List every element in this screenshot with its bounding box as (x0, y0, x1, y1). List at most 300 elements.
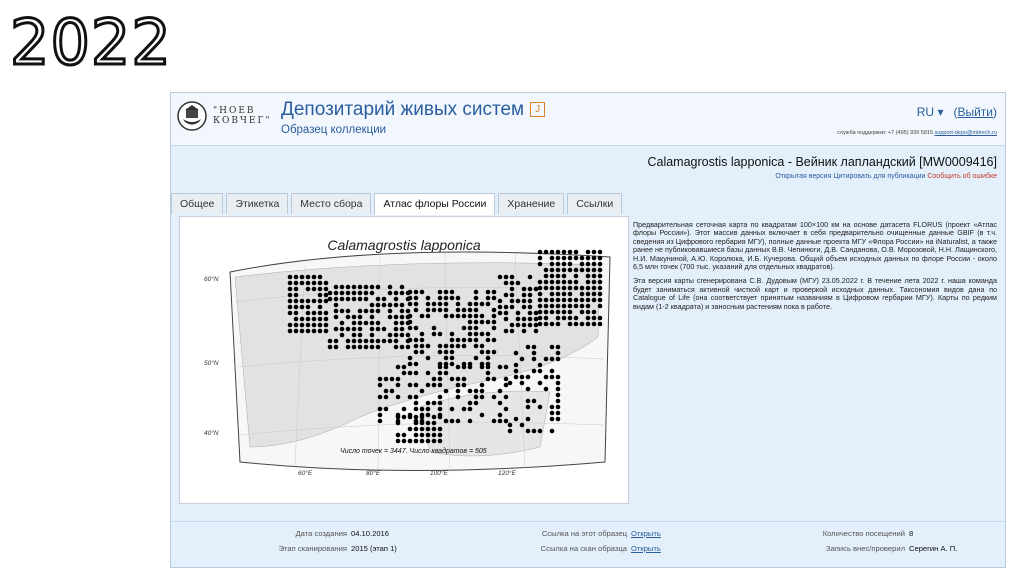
lon-label-100: 100°E (430, 470, 448, 477)
occurrence-dot (294, 323, 299, 328)
logo-text (213, 106, 272, 126)
occurrence-dot (324, 323, 329, 328)
occurrence-dot (474, 344, 479, 349)
occurrence-dot (532, 345, 537, 350)
occurrence-dot (568, 298, 573, 303)
description-paragraph-1: Предварительная сеточная карта по квадратам 100×100 км на основе датасета FLORUS (проект «Атлас флоры России»). Этот массив данных включает в себя предварительно очищенные данные GBIF (в т.ч. сведения из Цифрового гербария МГУ), полные данные проекта МГУ «Флора России» на iNaturalist, а также ранее не публиковавшиеся базы данных В.В. Чепинюги, Д.В. Санданова, О.В. Морозовой, Н.Н. Лащинского, Н.И. Макуниной, А.Ю. Королюка, И.Б. Кучерова. Общий объем исходных данных по флоре России - около 6,5 млн точек (700 тыс. указаний для отдельных квадратов). (633, 220, 997, 272)
occurrence-dot (426, 314, 431, 319)
occurrence-dot (562, 262, 567, 267)
occurrence-dot (408, 371, 413, 376)
occurrence-dot (288, 293, 293, 298)
language-selector[interactable]: RU ▾ (916, 105, 944, 119)
occurrence-dot (510, 299, 515, 304)
occurrence-dot (516, 317, 521, 322)
occurrence-dot (432, 401, 437, 406)
occurrence-dot (288, 299, 293, 304)
occurrence-dot (384, 407, 389, 412)
occurrence-dot (586, 298, 591, 303)
occurrence-dot (504, 275, 509, 280)
specimen-title: Calamagrostis lapponica - Вейник лапландский [MW0009416] (647, 155, 997, 169)
occurrence-dot (328, 345, 333, 350)
lon-label-80: 80°E (366, 470, 381, 477)
occurrence-dot (408, 395, 413, 400)
occurrence-dot (432, 427, 437, 432)
occurrence-dot (544, 387, 549, 392)
occurrence-dot (544, 280, 549, 285)
occurrence-dot (450, 290, 455, 295)
occurrence-dot (318, 275, 323, 280)
occurrence-dot (456, 338, 461, 343)
occurrence-dot (334, 339, 339, 344)
occurrence-dot (438, 308, 443, 313)
occurrence-dot (294, 329, 299, 334)
occurrence-dot (414, 439, 419, 444)
occurrence-dot (562, 250, 567, 255)
tab-label[interactable]: Этикетка (226, 193, 288, 214)
occurrence-dot (538, 322, 543, 327)
occurrence-dot (520, 381, 525, 386)
occurrence-dot (426, 371, 431, 376)
occurrence-dot (370, 345, 375, 350)
occurrence-dot (544, 304, 549, 309)
occurrence-dot (562, 268, 567, 273)
occurrence-dot (408, 427, 413, 432)
occurrence-dot (498, 311, 503, 316)
occurrence-dot (514, 417, 519, 422)
occurrence-dot (526, 345, 531, 350)
occurrence-dot (586, 286, 591, 291)
occurrence-dot (562, 310, 567, 315)
occurrence-dot (370, 339, 375, 344)
occurrence-dot (414, 427, 419, 432)
occurrence-dot (510, 275, 515, 280)
occurrence-dot (562, 280, 567, 285)
occurrence-dot (396, 415, 401, 420)
occurrence-dot (370, 303, 375, 308)
visits-row (771, 529, 913, 538)
occurrence-dot (300, 281, 305, 286)
j-badge-icon: J (530, 102, 545, 117)
occurrence-dot (294, 275, 299, 280)
occurrence-dot (586, 304, 591, 309)
occurrence-dot (414, 350, 419, 355)
occurrence-dot (358, 309, 363, 314)
occurrence-dot (346, 345, 351, 350)
occurrence-dot (556, 262, 561, 267)
occurrence-dot (538, 429, 543, 434)
occurrence-dot (324, 329, 329, 334)
occurrence-dot (474, 314, 479, 319)
map-title: Calamagrostis lapponica (327, 237, 481, 253)
occurrence-dot (324, 317, 329, 322)
occurrence-dot (450, 344, 455, 349)
occurrence-dot (444, 314, 449, 319)
occurrence-dot (562, 304, 567, 309)
open-specimen-link[interactable]: Открыть (631, 529, 661, 538)
occurrence-dot (592, 268, 597, 273)
occurrence-dot (474, 308, 479, 313)
occurrence-dot (432, 326, 437, 331)
occurrence-dot (378, 383, 383, 388)
report-error-link[interactable]: Сообщить об ошибке (927, 173, 997, 180)
occurrence-dot (480, 395, 485, 400)
tab-links[interactable]: Ссылки (567, 193, 622, 214)
occurrence-dot (438, 439, 443, 444)
occurrence-dot (390, 377, 395, 382)
occurrence-dot (340, 327, 345, 332)
occurrence-dot (396, 365, 401, 370)
occurrence-dot (382, 297, 387, 302)
occurrence-dot (556, 298, 561, 303)
occurrence-dot (432, 332, 437, 337)
occurrence-dot (462, 383, 467, 388)
occurrence-dot (468, 314, 473, 319)
occurrence-dot (312, 299, 317, 304)
occurrence-dot (504, 281, 509, 286)
occurrence-dot (376, 345, 381, 350)
occurrence-dot (450, 314, 455, 319)
occurrence-dot (550, 298, 555, 303)
occurrence-dot (526, 417, 531, 422)
occurrence-dot (388, 309, 393, 314)
occurrence-dot (376, 327, 381, 332)
occurrence-dot (462, 377, 467, 382)
occurrence-dot (352, 327, 357, 332)
occurrence-dot (358, 327, 363, 332)
occurrence-dot (480, 302, 485, 307)
occurrence-dot (480, 365, 485, 370)
occurrence-dot (550, 369, 555, 374)
occurrence-dot (528, 287, 533, 292)
occurrence-dot (474, 332, 479, 337)
occurrence-dot (414, 326, 419, 331)
ark-logo-icon (177, 101, 207, 131)
lon-label-120: 120°E (498, 470, 516, 477)
occurrence-dot (468, 365, 473, 370)
occurrence-dot (522, 317, 527, 322)
occurrence-dot (586, 316, 591, 321)
occurrence-dot (394, 345, 399, 350)
occurrence-dot (444, 296, 449, 301)
occurrence-dot (534, 323, 539, 328)
occurrence-dot (556, 345, 561, 350)
logo-text-line1: "НОЕВ (213, 106, 256, 116)
occurrence-dot (538, 316, 543, 321)
occurrence-dot (394, 339, 399, 344)
occurrence-dot (388, 285, 393, 290)
occurrence-dot (408, 338, 413, 343)
occurrence-dot (514, 369, 519, 374)
occurrence-dot (394, 303, 399, 308)
occurrence-dot (318, 299, 323, 304)
occurrence-dot (568, 256, 573, 261)
occurrence-dot (408, 302, 413, 307)
occurrence-dot (486, 332, 491, 337)
occurrence-dot (328, 291, 333, 296)
scan-link-row (511, 544, 661, 553)
occurrence-dot (420, 415, 425, 420)
occurrence-dot (426, 439, 431, 444)
occurrence-dot (288, 281, 293, 286)
occurrence-dot (376, 285, 381, 290)
occurrence-dot (498, 299, 503, 304)
tab-collection-site[interactable]: Место сбора (291, 193, 371, 214)
occurrence-dot (492, 350, 497, 355)
occurrence-dot (414, 433, 419, 438)
occurrence-dot (486, 290, 491, 295)
occurrence-dot (556, 250, 561, 255)
occurrence-dot (574, 316, 579, 321)
occurrence-dot (598, 280, 603, 285)
logo-text-line2: КОВЧЕГ" (213, 116, 272, 126)
occurrence-dot (456, 344, 461, 349)
occurrence-dot (408, 296, 413, 301)
occurrence-dot (468, 308, 473, 313)
occurrence-dot (528, 299, 533, 304)
tab-bar (171, 193, 625, 215)
occurrence-dot (532, 429, 537, 434)
occurrence-dot (414, 395, 419, 400)
occurrence-dot (520, 357, 525, 362)
occurrence-dot (420, 427, 425, 432)
occurrence-dot (396, 377, 401, 382)
occurrence-dot (324, 281, 329, 286)
occurrence-dot (514, 351, 519, 356)
occurrence-dot (450, 356, 455, 361)
occurrence-dot (492, 338, 497, 343)
specimen-actions (775, 173, 997, 180)
occurrence-dot (544, 322, 549, 327)
occurrence-dot (370, 291, 375, 296)
occurrence-dot (580, 286, 585, 291)
occurrence-dot (376, 321, 381, 326)
occurrence-dot (358, 291, 363, 296)
occurrence-dot (438, 415, 443, 420)
support-email-link[interactable]: support-depo@mbtech.ru (934, 130, 997, 136)
occurrence-dot (346, 339, 351, 344)
occurrence-dot (420, 344, 425, 349)
occurrence-dot (586, 292, 591, 297)
occurrence-dot (420, 389, 425, 394)
occurrence-dot (358, 339, 363, 344)
occurrence-dot (456, 419, 461, 424)
occurrence-dot (586, 268, 591, 273)
occurrence-dot (586, 322, 591, 327)
occurrence-dot (492, 290, 497, 295)
logout-link[interactable]: Выйти (957, 105, 993, 119)
occurrence-dot (426, 413, 431, 418)
occurrence-dot (312, 323, 317, 328)
site-title[interactable] (281, 99, 545, 121)
occurrence-dot (534, 311, 539, 316)
occurrence-dot (598, 250, 603, 255)
entered-by-row (771, 544, 957, 553)
occurrence-dot (438, 365, 443, 370)
tab-general[interactable]: Общее (171, 193, 223, 214)
occurrence-dot (486, 356, 491, 361)
footer-divider (171, 521, 1005, 522)
occurrence-dot (334, 315, 339, 320)
occurrence-dot (396, 383, 401, 388)
occurrence-dot (300, 317, 305, 322)
occurrence-dot (396, 433, 401, 438)
occurrence-dot (444, 356, 449, 361)
occurrence-dot (378, 413, 383, 418)
occurrence-dot (486, 302, 491, 307)
occurrence-dot (408, 383, 413, 388)
occurrence-dot (318, 329, 323, 334)
page-subtitle: Образец коллекции (281, 124, 387, 136)
occurrence-dot (462, 407, 467, 412)
lat-label-50: 50°N (204, 360, 219, 367)
occurrence-dot (370, 321, 375, 326)
occurrence-dot (468, 302, 473, 307)
occurrence-dot (544, 250, 549, 255)
occurrence-dot (574, 298, 579, 303)
occurrence-dot (550, 322, 555, 327)
occurrence-dot (384, 377, 389, 382)
occurrence-dot (520, 423, 525, 428)
occurrence-dot (528, 323, 533, 328)
occurrence-dot (364, 339, 369, 344)
occurrence-dot (408, 326, 413, 331)
site-title-text[interactable]: Депозитарий живых систем (281, 99, 525, 120)
occurrence-dot (550, 280, 555, 285)
occurrence-dot (352, 321, 357, 326)
open-scan-link[interactable]: Открыть (631, 544, 661, 553)
occurrence-dot (456, 395, 461, 400)
occurrence-dot (346, 327, 351, 332)
occurrence-dot (592, 292, 597, 297)
occurrence-dot (556, 399, 561, 404)
occurrence-dot (568, 310, 573, 315)
occurrence-dot (556, 274, 561, 279)
occurrence-dot (414, 338, 419, 343)
occurrence-dot (580, 304, 585, 309)
language-label[interactable]: RU (916, 105, 935, 119)
occurrence-dot (504, 395, 509, 400)
occurrence-dot (550, 304, 555, 309)
occurrence-dot (580, 268, 585, 273)
occurrence-dot (480, 314, 485, 319)
occurrence-dot (568, 316, 573, 321)
created-row (219, 529, 389, 538)
occurrence-dot (556, 351, 561, 356)
occurrence-dot (544, 375, 549, 380)
occurrence-dot (544, 268, 549, 273)
occurrence-dot (462, 314, 467, 319)
occurrence-dot (352, 291, 357, 296)
occurrence-dot (486, 320, 491, 325)
occurrence-dot (324, 311, 329, 316)
occurrence-dot (492, 320, 497, 325)
occurrence-dot (352, 333, 357, 338)
occurrence-dot (388, 303, 393, 308)
occurrence-dot (492, 326, 497, 331)
occurrence-dot (438, 371, 443, 376)
occurrence-dot (306, 275, 311, 280)
occurrence-dot (426, 401, 431, 406)
occurrence-dot (534, 317, 539, 322)
support-info (837, 130, 997, 136)
occurrence-dot (288, 287, 293, 292)
cite-link[interactable]: Цитировать для публикации (833, 173, 926, 180)
occurrence-dot (538, 280, 543, 285)
occurrence-dot (480, 383, 485, 388)
tab-storage[interactable]: Хранение (498, 193, 564, 214)
occurrence-dot (568, 292, 573, 297)
occurrence-dot (516, 281, 521, 286)
occurrence-dot (450, 338, 455, 343)
occurrence-dot (468, 332, 473, 337)
occurrence-dot (438, 350, 443, 355)
tab-flora-atlas[interactable]: Атлас флоры России (374, 193, 495, 215)
occurrence-dot (376, 297, 381, 302)
occurrence-dot (382, 339, 387, 344)
occurrence-dot (538, 304, 543, 309)
occurrence-dot (426, 356, 431, 361)
occurrence-dot (462, 344, 467, 349)
entered-label: Запись внес/проверил (825, 544, 905, 553)
occurrence-dot (312, 287, 317, 292)
occurrence-dot (364, 345, 369, 350)
occurrence-dot (586, 310, 591, 315)
occurrence-dot (586, 250, 591, 255)
occurrence-dot (462, 338, 467, 343)
occurrence-dot (402, 365, 407, 370)
occurrence-dot (592, 310, 597, 315)
occurrence-dot (504, 329, 509, 334)
occurrence-dot (394, 321, 399, 326)
occurrence-dot (462, 326, 467, 331)
occurrence-dot (456, 308, 461, 313)
occurrence-dot (568, 286, 573, 291)
occurrence-dot (514, 363, 519, 368)
occurrence-dot (556, 292, 561, 297)
occurrence-dot (480, 344, 485, 349)
occurrence-dot (444, 344, 449, 349)
occurrence-dot (414, 290, 419, 295)
occurrence-dot (346, 315, 351, 320)
occurrence-dot (474, 338, 479, 343)
occurrence-dot (468, 338, 473, 343)
occurrence-dot (364, 285, 369, 290)
occurrence-dot (526, 399, 531, 404)
occurrence-dot (592, 298, 597, 303)
occurrence-dot (438, 377, 443, 382)
occurrence-dot (364, 297, 369, 302)
occurrence-dot (400, 291, 405, 296)
occurrence-dot (456, 314, 461, 319)
occurrence-dot (408, 356, 413, 361)
occurrence-dot (556, 375, 561, 380)
occurrence-dot (556, 387, 561, 392)
occurrence-dot (526, 387, 531, 392)
occurrence-dot (318, 281, 323, 286)
occurrence-dot (400, 285, 405, 290)
occurrence-dot (438, 290, 443, 295)
occurrence-dot (312, 275, 317, 280)
scan-stage-row (219, 544, 397, 553)
occurrence-dot (402, 433, 407, 438)
occurrence-dot (400, 315, 405, 320)
occurrence-dot (426, 344, 431, 349)
occurrence-dot (414, 362, 419, 367)
occurrence-dot (340, 297, 345, 302)
occurrence-dot (556, 381, 561, 386)
occurrence-dot (480, 389, 485, 394)
occurrence-dot (486, 296, 491, 301)
